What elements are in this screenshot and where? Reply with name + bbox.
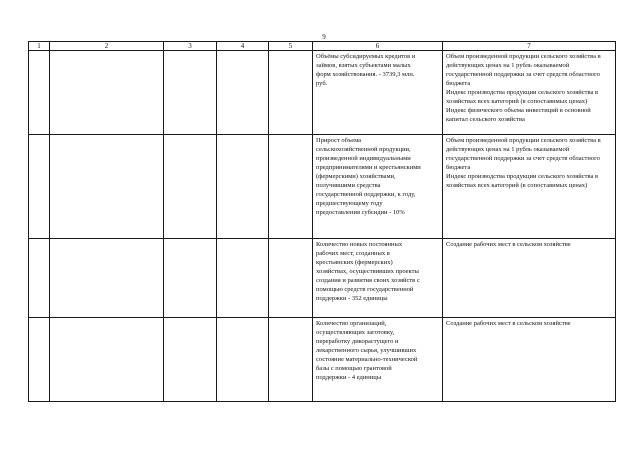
- table-cell-empty: [269, 239, 313, 318]
- table-cell-empty: [29, 318, 50, 402]
- indicator-text: Объёмы субсидируемых кредитов и займов, взятых субъектами малых форм хозяйствования. - 3739,3 млн. руб.: [316, 53, 416, 87]
- indicator-cell: [313, 239, 443, 318]
- table-row: [29, 318, 616, 402]
- outcome-cell: [443, 135, 616, 239]
- column-header-2: 2: [50, 42, 164, 51]
- indicator-cell: [313, 135, 443, 239]
- indicator-cell: [313, 51, 443, 135]
- table-cell-empty: [50, 51, 164, 135]
- column-header-3: 3: [164, 42, 217, 51]
- outcome-text: Создание рабочих мест в сельском хозяйстве: [446, 320, 571, 327]
- table-cell-empty: [164, 135, 217, 239]
- table-cell-empty: [50, 239, 164, 318]
- table-row: [29, 51, 616, 135]
- page-number: 9: [322, 33, 326, 41]
- outcome-cell: [443, 318, 616, 402]
- table-cell-empty: [29, 135, 50, 239]
- table-cell-empty: [29, 239, 50, 318]
- table-cell-empty: [164, 239, 217, 318]
- outcome-text: Объем произведенной продукции сельского хозяйства в действующих ценах на 1 рубль оказываемой государственной поддержки за счет средств областного бюджета Индекс производства продукции сельского хозяйства в хозяйствах всех категорий (в сопоставимых ценах): [446, 137, 601, 189]
- column-header-6: 6: [313, 42, 443, 51]
- table-cell-empty: [50, 318, 164, 402]
- table-cell-empty: [50, 135, 164, 239]
- program-indicators-table: [28, 41, 616, 402]
- table-header-row: [29, 42, 616, 51]
- column-header-7: 7: [443, 42, 616, 51]
- column-header-4: 4: [217, 42, 269, 51]
- indicator-text: Количество новых постоянных рабочих мест, созданных в крестьянских (фермерских) хозяйствах, осуществивших проекты создания и развития своих хозяйств с помощью средств государственной поддержки - 352 единицы: [316, 241, 420, 302]
- table-cell-empty: [269, 135, 313, 239]
- column-header-5: 5: [269, 42, 313, 51]
- table-cell-empty: [217, 318, 269, 402]
- table-cell-empty: [164, 318, 217, 402]
- indicator-cell: [313, 318, 443, 402]
- column-header-1: 1: [29, 42, 50, 51]
- table-cell-empty: [269, 318, 313, 402]
- table-row: [29, 135, 616, 239]
- table-cell-empty: [269, 51, 313, 135]
- table-cell-empty: [217, 239, 269, 318]
- table-cell-empty: [217, 135, 269, 239]
- indicator-text: Прирост объема сельскохозяйственной продукции, произведенной индивидуальными предпринимателями и крестьянскими (фермерскими) хозяйствами, получившими средства государственной поддержки, к году, предшествующему году предоставления субсидии - 10%: [316, 137, 421, 216]
- outcome-text: Создание рабочих мест в сельском хозяйстве: [446, 241, 571, 248]
- indicator-text: Количество организаций, осуществляющих заготовку, переработку дикорастущего и лекарственного сырья, улучшивших состояние материально-технической базы с помощью грантовой поддержки - 4 единицы: [316, 320, 418, 381]
- table-cell-empty: [217, 51, 269, 135]
- table-cell-empty: [29, 51, 50, 135]
- outcome-cell: [443, 51, 616, 135]
- outcome-cell: [443, 239, 616, 318]
- outcome-text: Объем произведенной продукции сельского хозяйства в действующих ценах на 1 рубль оказываемой государственной поддержки за счет средств областного бюджета Индекс производства продукции сельского хозяйства в хозяйствах всех категорий (в сопоставимых ценах) Индекс физического объема инвестиций в основной капитал сельского хозяйства: [446, 53, 601, 123]
- table-cell-empty: [164, 51, 217, 135]
- table-row: [29, 239, 616, 318]
